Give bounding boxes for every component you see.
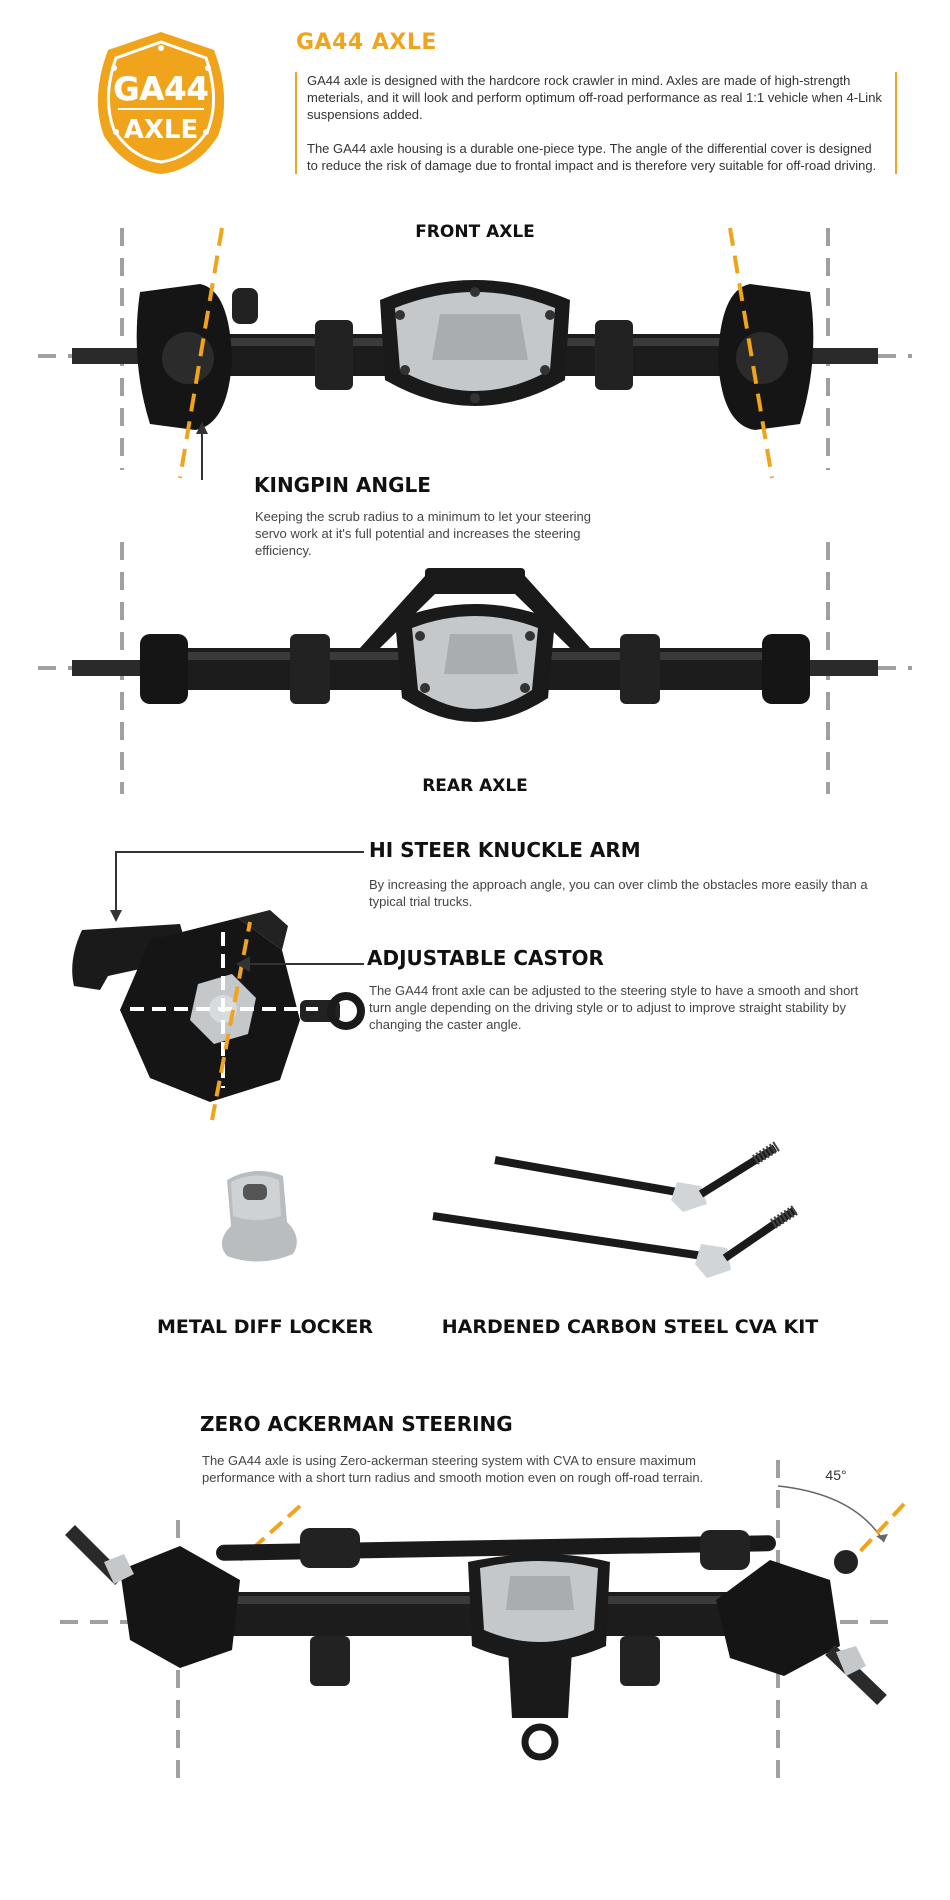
- intro-paragraph: GA44 axle is designed with the hardcore rock crawler in mind. Axles are made of high-strength meterials, and it will look and perform optimum off-road performance as real 1:1 vehicle when 4-Link suspensions added.: [307, 73, 882, 122]
- cva-kit-label: HARDENED CARBON STEEL CVA KIT: [441, 1316, 819, 1338]
- cva-kit-image: [425, 1130, 805, 1300]
- diff-locker-image: [205, 1160, 315, 1270]
- logo-text-ga44: GA44: [113, 70, 209, 108]
- zero-ackerman-title: ZERO ACKERMAN STEERING: [200, 1412, 513, 1436]
- diff-locker-label: METAL DIFF LOCKER: [156, 1316, 374, 1338]
- front-axle-label: FRONT AXLE: [415, 222, 535, 242]
- adjustable-castor-description: The GA44 front axle can be adjusted to the steering style to have a smooth and short turn angle depending on the driving style or to adjust to improve straight stability by changing the caster angle.: [369, 983, 859, 1032]
- hi-steer-description: By increasing the approach angle, you can over climb the obstacles more easily than a typical trial trucks.: [369, 877, 868, 909]
- front-axle-diagram: [0, 220, 950, 480]
- page-title: GA44 AXLE: [296, 30, 437, 55]
- hi-steer-title: HI STEER KNUCKLE ARM: [369, 838, 641, 862]
- steering-knuckle-diagram: [60, 840, 390, 1130]
- adjustable-castor-title: ADJUSTABLE CASTOR: [367, 946, 604, 970]
- intro-paragraph: The GA44 axle housing is a durable one-piece type. The angle of the differential cover is designed to reduce the risk of damage due to frontal impact and is therefore very suitable for off-road driving.: [307, 141, 877, 173]
- ga44-axle-logo: [86, 28, 236, 178]
- zero-ackerman-diagram: [0, 1450, 950, 1790]
- steering-angle-label: 45°: [825, 1467, 847, 1483]
- kingpin-angle-title: KINGPIN ANGLE: [254, 473, 431, 497]
- rear-axle-label: REAR AXLE: [422, 776, 528, 796]
- logo-text-axle: AXLE: [123, 115, 199, 145]
- zero-ackerman-description: The GA44 axle is using Zero-ackerman steering system with CVA to ensure maximum performance with a short turn radius and smooth motion even on rough off-road terrain.: [202, 1453, 704, 1485]
- kingpin-angle-description: Keeping the scrub radius to a minimum to let your steering servo work at it's full potential and increases the steering efficiency.: [255, 509, 592, 558]
- rear-axle-diagram: [0, 538, 950, 798]
- intro-text-block: [295, 72, 897, 174]
